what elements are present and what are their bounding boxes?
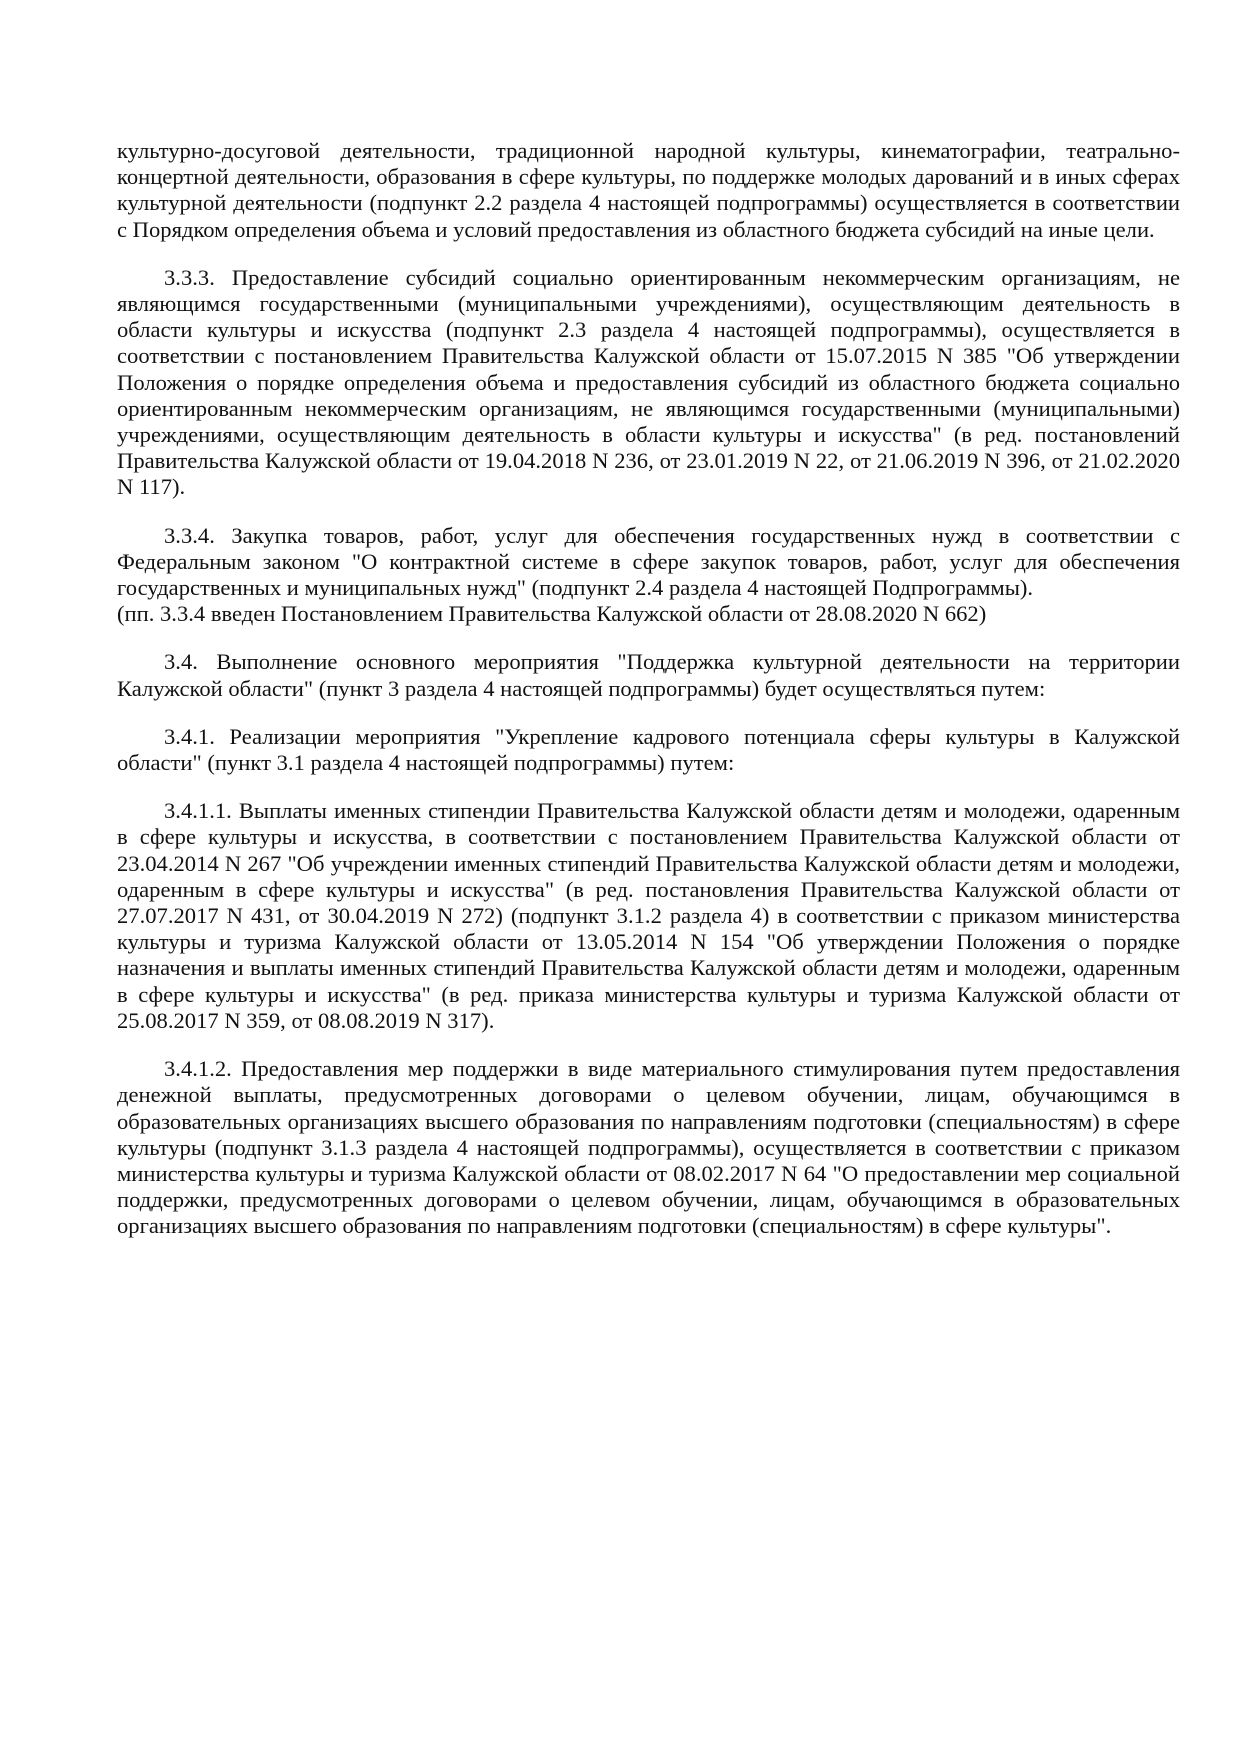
paragraph-3-3-3: 3.3.3. Предоставление субсидий социально ориентированным некоммерческим организациям, не являющимся государственными (муниципальными учреждениями), осуществляющим деятельность в области культуры и искусства (подпункт 2.3 раздела 4 настоящей подпрограммы), осуществляется в соответствии с постановлением Правительства Калужской области от 15.07.2015 N 385 "Об утверждении Положения о порядке определения объема и предоставления субсидий из областного бюджета социально ориентированным некоммерческим организациям, не являющимся государственными (муниципальными) учреждениями, осуществляющим деятельность в области культуры и искусства" (в ред. постановлений Правительства Калужской области от 19.04.2018 N 236, от 23.01.2019 N 22, от 21.06.2019 N 396, от 21.02.2020 N 117).: [117, 264, 1180, 500]
paragraph-continuation: культурно-досуговой деятельности, традиционной народной культуры, кинематографии, театрально-концертной деятельности, образования в сфере культуры, по поддержке молодых дарований и в иных сферах культурной деятельности (подпункт 2.2 раздела 4 настоящей подпрограммы) осуществляется в соответствии с Порядком определения объема и условий предоставления из областного бюджета субсидий на иные цели.: [117, 138, 1180, 242]
paragraph-3-4-1-1: 3.4.1.1. Выплаты именных стипендии Правительства Калужской области детям и молодежи, одаренным в сфере культуры и искусства, в соответствии с постановлением Правительства Калужской области от 23.04.2014 N 267 "Об учреждении именных стипендий Правительства Калужской области детям и молодежи, одаренным в сфере культуры и искусства" (в ред. постановления Правительства Калужской области от 27.07.2017 N 431, от 30.04.2019 N 272) (подпункт 3.1.2 раздела 4) в соответствии с приказом министерства культуры и туризма Калужской области от 13.05.2014 N 154 "Об утверждении Положения о порядке назначения и выплаты именных стипендий Правительства Калужской области детям и молодежи, одаренным в сфере культуры и искусства" (в ред. приказа министерства культуры и туризма Калужской области от 25.08.2017 N 359, от 08.08.2019 N 317).: [117, 798, 1180, 1033]
paragraph-3-3-4: 3.3.4. Закупка товаров, работ, услуг для обеспечения государственных нужд в соответствии с Федеральным законом "О контрактной системе в сфере закупок товаров, работ, услуг для обеспечения государственных и муниципальных нужд" (подпункт 2.4 раздела 4 настоящей Подпрограммы).: [117, 522, 1180, 601]
document-page: [117, 138, 1180, 1262]
paragraph-3-4-1: 3.4.1. Реализации мероприятия "Укрепление кадрового потенциала сферы культуры в Калужской области" (пункт 3.1 раздела 4 настоящей подпрограммы) путем:: [117, 723, 1180, 776]
amendment-note-3-3-4: (пп. 3.3.4 введен Постановлением Правительства Калужской области от 28.08.2020 N 662): [117, 601, 987, 627]
paragraph-3-4-1-2: 3.4.1.2. Предоставления мер поддержки в виде материального стимулирования путем предоставления денежной выплаты, предусмотренных договорами о целевом обучении, лицам, обучающимся в образовательных организациях высшего образования по направлениям подготовки (специальностям) в сфере культуры (подпункт 3.1.3 раздела 4 настоящей подпрограммы), осуществляется в соответствии с приказом министерства культуры и туризма Калужской области от 08.02.2017 N 64 "О предоставлении мер социальной поддержки, предусмотренных договорами о целевом обучении, лицам, обучающимся в образовательных организациях высшего образования по направлениям подготовки (специальностям) в сфере культуры".: [117, 1056, 1180, 1239]
paragraph-3-4: 3.4. Выполнение основного мероприятия "Поддержка культурной деятельности на территории Калужской области" (пункт 3 раздела 4 настоящей подпрограммы) будет осуществляться путем:: [117, 649, 1180, 701]
